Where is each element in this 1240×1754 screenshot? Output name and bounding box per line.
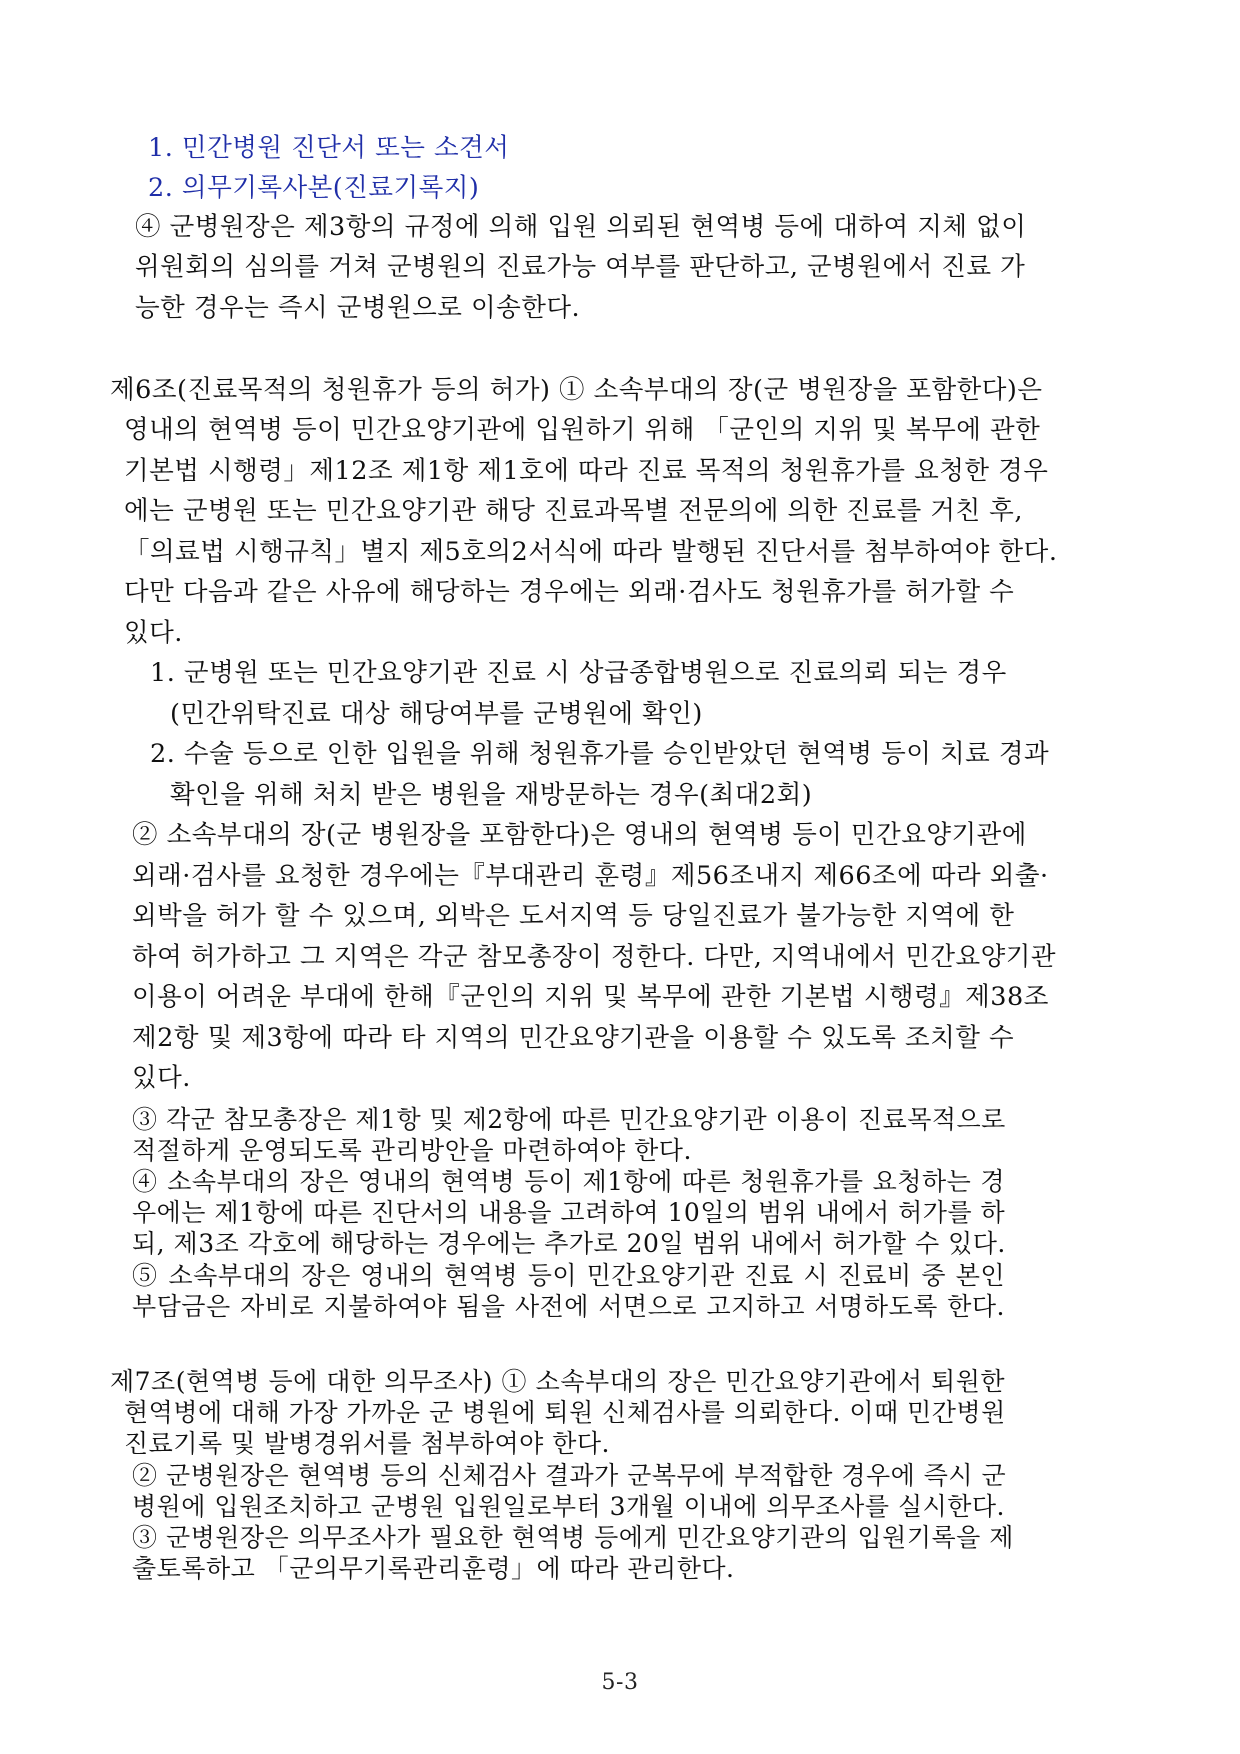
paragraph-line: 부담금은 자비로 지불하여야 됨을 사전에 서면으로 고지하고 서명하도록 한다. — [132, 1292, 1005, 1321]
paragraph-line: 「의료법 시행규칙」별지 제5호의2서식에 따라 발행된 진단서를 첨부하여야 한다. — [124, 537, 1058, 567]
paragraph-line: ② 소속부대의 장(군 병원장을 포함한다)은 영내의 현역병 등이 민간요양기관에 — [132, 820, 1027, 850]
list-item-2: 2. 의무기록사본(진료기록지) — [148, 173, 480, 203]
article-6-heading: 제6조(진료목적의 청원휴가 등의 허가) ① 소속부대의 장(군 병원장을 포함한다)은 — [110, 375, 1043, 405]
paragraph-line: 있다. — [124, 618, 183, 648]
paragraph-line: ④ 군병원장은 제3항의 규정에 의해 입원 의뢰된 현역병 등에 대하여 지체 없이 — [135, 212, 1027, 242]
paragraph-line: 적절하게 운영되도록 관리방안을 마련하여야 한다. — [132, 1136, 692, 1165]
paragraph-line: ⑤ 소속부대의 장은 영내의 현역병 등이 민간요양기관 진료 시 진료비 중 본인 — [132, 1261, 1005, 1290]
paragraph-line: 있다. — [132, 1063, 191, 1093]
paragraph-line: 병원에 입원조치하고 군병원 입원일로부터 3개월 이내에 의무조사를 실시한다. — [132, 1492, 1005, 1521]
paragraph-line: 현역병에 대해 가장 가까운 군 병원에 퇴원 신체검사를 의뢰한다. 이때 민간병원 — [124, 1398, 1006, 1427]
paragraph-line: 하여 허가하고 그 지역은 각군 참모총장이 정한다. 다만, 지역내에서 민간요양기관 — [132, 942, 1057, 972]
paragraph-line: ③ 군병원장은 의무조사가 필요한 현역병 등에게 민간요양기관의 입원기록을 제 — [132, 1523, 1014, 1552]
paragraph-line: 위원회의 심의를 거쳐 군병원의 진료가능 여부를 판단하고, 군병원에서 진료 가 — [135, 252, 1026, 282]
paragraph-line: 외래·검사를 요청한 경우에는『부대관리 훈령』제56조내지 제66조에 따라 외출· — [132, 861, 1049, 891]
paragraph-line: 되, 제3조 각호에 해당하는 경우에는 추가로 20일 범위 내에서 허가할 수 있다. — [132, 1229, 1006, 1258]
paragraph-line: ④ 소속부대의 장은 영내의 현역병 등이 제1항에 따른 청원휴가를 요청하는 경 — [132, 1167, 1005, 1196]
list-item-1: 1. 민간병원 진단서 또는 소견서 — [148, 133, 510, 163]
paragraph-line: ② 군병원장은 현역병 등의 신체검사 결과가 군복무에 부적합한 경우에 즉시 군 — [132, 1461, 1007, 1490]
paragraph-line: 에는 군병원 또는 민간요양기관 해당 진료과목별 전문의에 의한 진료를 거친 후, — [124, 496, 1023, 526]
paragraph-line: 제2항 및 제3항에 따라 타 지역의 민간요양기관을 이용할 수 있도록 조치할 수 — [132, 1023, 1015, 1053]
article-7-heading: 제7조(현역병 등에 대한 의무조사) ① 소속부대의 장은 민간요양기관에서 퇴원한 — [110, 1367, 1005, 1396]
sub-item-2: 2. 수술 등으로 인한 입원을 위해 청원휴가를 승인받았던 현역병 등이 치료 경과 — [150, 739, 1050, 769]
sub-item-2-cont: 확인을 위해 처치 받은 병원을 재방문하는 경우(최대2회) — [170, 780, 813, 810]
page-number: 5-3 — [601, 1670, 639, 1695]
paragraph-line: ③ 각군 참모총장은 제1항 및 제2항에 따른 민간요양기관 이용이 진료목적으로 — [132, 1105, 1006, 1134]
paragraph-line: 다만 다음과 같은 사유에 해당하는 경우에는 외래·검사도 청원휴가를 허가할 수 — [124, 577, 1015, 607]
sub-item-1-cont: (민간위탁진료 대상 해당여부를 군병원에 확인) — [170, 699, 703, 729]
paragraph-line: 능한 경우는 즉시 군병원으로 이송한다. — [135, 293, 581, 323]
paragraph-line: 진료기록 및 발병경위서를 첨부하여야 한다. — [124, 1429, 610, 1458]
paragraph-line: 출토록하고 「군의무기록관리훈령」에 따라 관리한다. — [132, 1554, 735, 1583]
sub-item-1: 1. 군병원 또는 민간요양기관 진료 시 상급종합병원으로 진료의뢰 되는 경우 — [150, 658, 1007, 688]
paragraph-line: 기본법 시행령」제12조 제1항 제1호에 따라 진료 목적의 청원휴가를 요청한 경우 — [124, 456, 1049, 486]
paragraph-line: 우에는 제1항에 따른 진단서의 내용을 고려하여 10일의 범위 내에서 허가를 하 — [132, 1198, 1006, 1227]
paragraph-line: 외박을 허가 할 수 있으며, 외박은 도서지역 등 당일진료가 불가능한 지역에 한 — [132, 901, 1015, 931]
paragraph-line: 이용이 어려운 부대에 한해『군인의 지위 및 복무에 관한 기본법 시행령』제38조 — [132, 982, 1049, 1012]
paragraph-line: 영내의 현역병 등이 민간요양기관에 입원하기 위해 「군인의 지위 및 복무에 관한 — [124, 415, 1041, 445]
